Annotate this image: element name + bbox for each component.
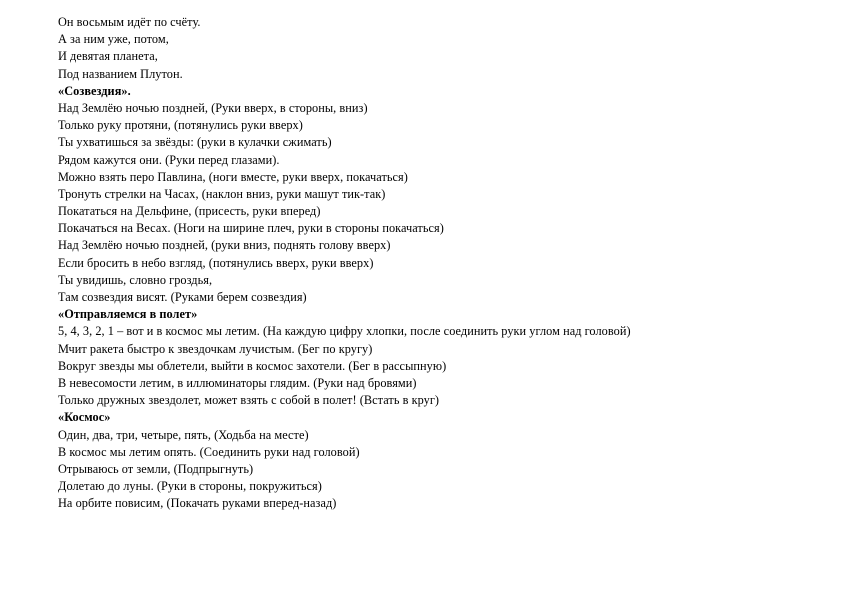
text-line: Отрываюсь от земли, (Подпрыгнуть) xyxy=(58,461,254,476)
text-line: 5, 4, 3, 2, 1 – вот и в космос мы летим. (На каждую цифру хлопки, после соединить руки углом над головой) xyxy=(58,324,631,339)
text-line: Над Землёю ночью поздней, (руки вниз, поднять голову вверх) xyxy=(58,238,391,253)
text-line: Можно взять перо Павлина, (ноги вместе, руки вверх, покачаться) xyxy=(58,169,408,184)
poem-text-block xyxy=(58,14,818,512)
text-line: Мчит ракета быстро к звездочкам лучистым. (Бег по кругу) xyxy=(58,341,373,356)
text-line: И девятая планета, xyxy=(58,49,158,64)
text-line: Там созвездия висят. (Руками берем созвездия) xyxy=(58,290,307,304)
text-line: Рядом кажутся они. (Руки перед глазами). xyxy=(58,152,280,167)
text-line: Ты увидишь, словно гроздья, xyxy=(58,272,213,287)
text-line: Он восьмым идёт по счёту. xyxy=(58,15,201,29)
text-line: Вокруг звезды мы облетели, выйти в космос захотели. (Бег в рассыпную) xyxy=(58,358,447,373)
text-line: Если бросить в небо взгляд, (потянулись вверх, руки вверх) xyxy=(58,255,374,270)
text-line: В космос мы летим опять. (Соединить руки над головой) xyxy=(58,444,360,459)
text-line: Один, два, три, четыре, пять, (Ходьба на месте) xyxy=(58,427,309,442)
text-line: Тронуть стрелки на Часах, (наклон вниз, руки машут тик-так) xyxy=(58,186,386,201)
text-line: Долетаю до луны. (Руки в стороны, покружиться) xyxy=(58,479,322,494)
text-line: Только руку протяни, (потянулись руки вверх) xyxy=(58,118,303,133)
text-line: А за ним уже, потом, xyxy=(58,32,169,47)
text-line: В невесомости летим, в иллюминаторы глядим. (Руки над бровями) xyxy=(58,375,417,390)
section-heading-flight: «Отправляемся в полет» xyxy=(58,307,198,322)
text-line: Покататься на Дельфине, (присесть, руки вперед) xyxy=(58,204,321,219)
text-line: На орбите повисим, (Покачать руками вперед-назад) xyxy=(58,496,337,511)
text-line: Ты ухватишься за звёзды: (руки в кулачки сжимать) xyxy=(58,135,332,150)
section-heading-space: «Космос» xyxy=(58,410,111,425)
section-heading-constellations: «Созвездия». xyxy=(58,83,131,98)
text-line: Только дружных звездолет, может взять с собой в полет! (Встать в круг) xyxy=(58,393,440,408)
text-line: Под названием Плутон. xyxy=(58,66,183,81)
text-line: Покачаться на Весах. (Ноги на ширине плеч, руки в стороны покачаться) xyxy=(58,221,444,236)
text-line: Над Землёю ночью поздней, (Руки вверх, в стороны, вниз) xyxy=(58,100,368,115)
